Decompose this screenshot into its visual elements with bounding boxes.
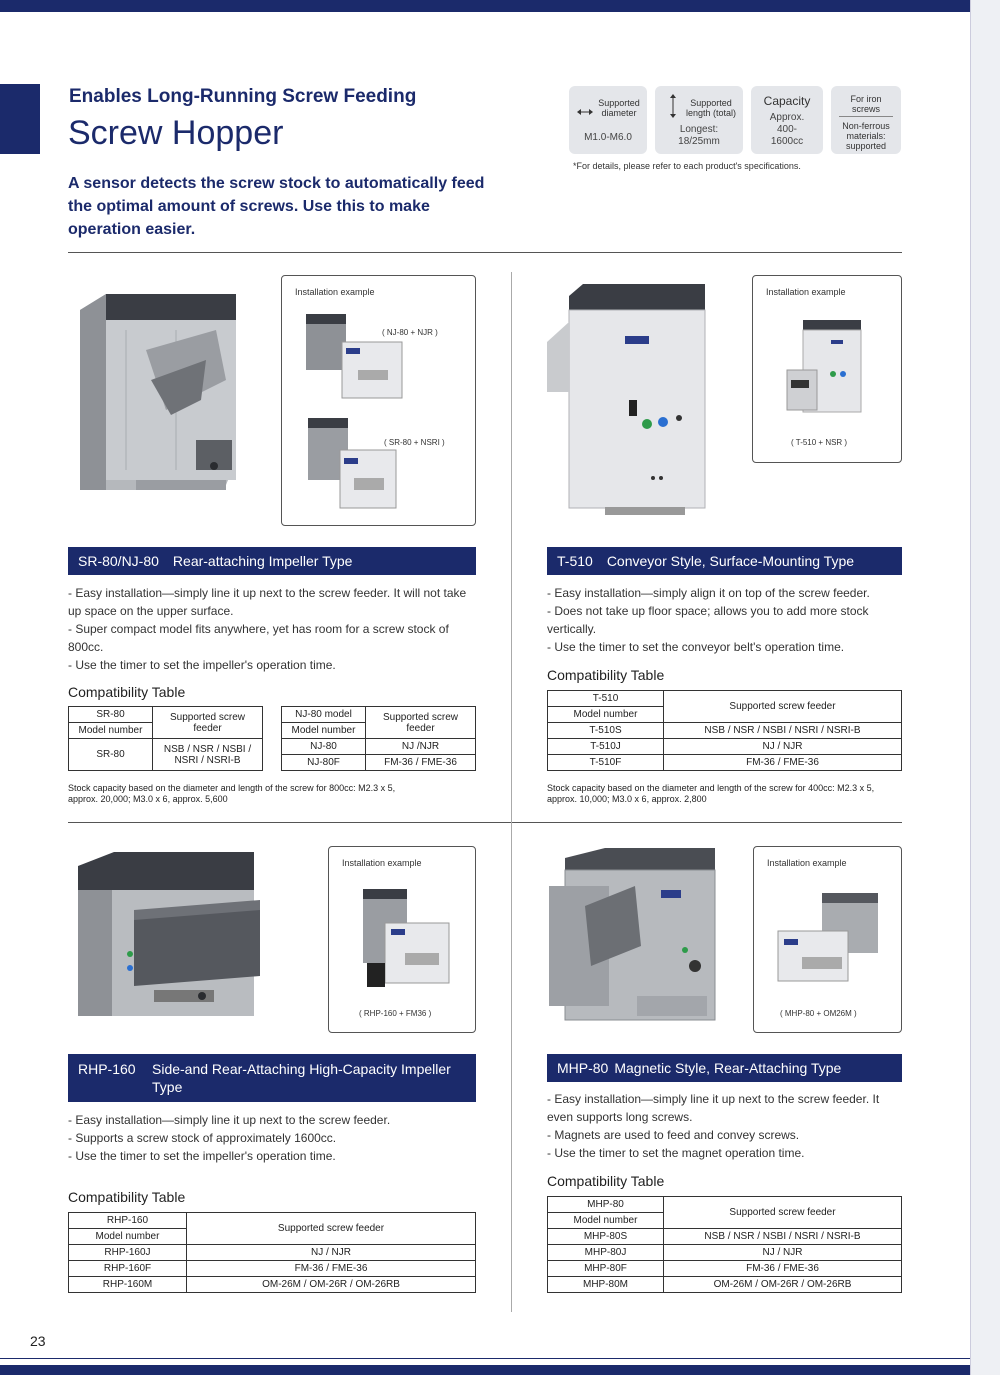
install-label: ( NJ-80 + NJR ) bbox=[382, 328, 438, 337]
rhp160-description bbox=[68, 1111, 478, 1165]
table-cell: OM-26M / OM-26R / OM-26RB bbox=[664, 1277, 902, 1293]
product-name: Magnetic Style, Rear-Attaching Type bbox=[614, 1060, 842, 1076]
sr80-install-example bbox=[281, 275, 476, 526]
mhp80-description bbox=[547, 1090, 904, 1162]
page-title: Screw Hopper bbox=[68, 114, 284, 152]
table-cell: MHP-80F bbox=[548, 1261, 664, 1277]
spec-material bbox=[831, 86, 901, 154]
product-model: T-510 bbox=[557, 553, 593, 569]
t510-stock-note: Stock capacity based on the diameter and length of the screw for 400cc: M2.3 x 5, approx. 10,000; M3.0 x 6, approx. 2,800 bbox=[547, 783, 875, 804]
mhp80-machine-image bbox=[545, 846, 725, 1031]
spec-note: *For details, please refer to each product's specifications. bbox=[573, 161, 801, 171]
table-cell: FM-36 / FME-36 bbox=[664, 1261, 902, 1277]
install-caption: Installation example bbox=[767, 858, 847, 868]
rhp160-heading bbox=[68, 1054, 476, 1102]
desc-line: - Super compact model fits anywhere, yet has room for a screw stock of 800cc. bbox=[68, 622, 449, 654]
sr80-machine-image bbox=[76, 290, 246, 505]
product-model: MHP-80 bbox=[557, 1060, 609, 1076]
table-cell: Model number bbox=[69, 1229, 187, 1245]
divider bbox=[68, 252, 902, 253]
table-cell: MHP-80J bbox=[548, 1245, 664, 1261]
desc-line: - Easy installation—simply line it up next to the screw feeder. It will not take up space on the upper surface. bbox=[68, 586, 467, 618]
sr80-heading bbox=[68, 547, 476, 575]
mhp80-install-image bbox=[774, 887, 884, 997]
table-cell: RHP-160 bbox=[69, 1213, 187, 1229]
table-cell: Model number bbox=[548, 707, 664, 723]
spec-label: Supported length (total) bbox=[685, 98, 737, 118]
length-arrow-icon bbox=[669, 94, 677, 118]
mhp80-heading bbox=[547, 1054, 902, 1082]
diameter-arrow-icon bbox=[577, 108, 593, 116]
t510-heading bbox=[547, 547, 902, 575]
spec-capacity bbox=[751, 86, 823, 154]
table-cell: MHP-80 bbox=[548, 1197, 664, 1213]
nj80-compat-table bbox=[281, 706, 476, 771]
desc-line: - Use the timer to set the conveyor belt's operation time. bbox=[547, 640, 845, 654]
table-cell: Model number bbox=[282, 723, 366, 739]
spec-label: Supported diameter bbox=[598, 98, 640, 118]
t510-compat-table bbox=[547, 690, 902, 771]
t510-description bbox=[547, 584, 904, 656]
install-label: ( MHP-80 + OM26M ) bbox=[780, 1009, 857, 1018]
spec-value: Non-ferrous materials: supported bbox=[842, 121, 890, 151]
t510-install-image bbox=[781, 316, 871, 426]
spec-diameter bbox=[569, 86, 647, 154]
table-cell: NJ-80 bbox=[282, 739, 366, 755]
bottom-rule bbox=[0, 1358, 970, 1359]
section-marker bbox=[0, 84, 40, 154]
install-caption: Installation example bbox=[766, 287, 846, 297]
table-cell: FM-36 / FME-36 bbox=[187, 1261, 476, 1277]
desc-line: - Magnets are used to feed and convey screws. bbox=[547, 1128, 800, 1142]
sr80-description bbox=[68, 584, 478, 674]
table-cell: FM-36 / FME-36 bbox=[366, 755, 476, 771]
table-cell: Model number bbox=[69, 723, 153, 739]
desc-line: - Supports a screw stock of approximately 1600cc. bbox=[68, 1131, 337, 1145]
table-cell: RHP-160F bbox=[69, 1261, 187, 1277]
rhp160-install-example bbox=[328, 846, 476, 1033]
table-cell: NJ / NJR bbox=[187, 1245, 476, 1261]
sr80-stock-note: Stock capacity based on the diameter and length of the screw for 800cc: M2.3 x 5, approx. 20,000; M3.0 x 6, approx. 5,600 bbox=[68, 783, 396, 804]
bottom-bar bbox=[0, 1365, 970, 1375]
table-cell: NJ-80F bbox=[282, 755, 366, 771]
divider bbox=[511, 272, 512, 1312]
table-cell: MHP-80M bbox=[548, 1277, 664, 1293]
desc-line: - Does not take up floor space; allows you to add more stock vertically. bbox=[547, 604, 869, 636]
mhp80-install-example bbox=[753, 846, 902, 1033]
table-cell: Supported screw feeder bbox=[153, 707, 263, 739]
table-cell: MHP-80S bbox=[548, 1229, 664, 1245]
table-cell: Supported screw feeder bbox=[187, 1213, 476, 1245]
table-cell: NSB / NSR / NSBI / NSRI / NSRI-B bbox=[664, 723, 902, 739]
spec-label: Capacity bbox=[763, 94, 811, 108]
product-name: Rear-attaching Impeller Type bbox=[172, 553, 353, 569]
nj80-install-image bbox=[302, 308, 412, 408]
table-cell: RHP-160M bbox=[69, 1277, 187, 1293]
table-cell: NSB / NSR / NSBI / NSRI / NSRI-B bbox=[153, 739, 263, 771]
table-cell: NJ-80 model bbox=[282, 707, 366, 723]
compat-title: Compatibility Table bbox=[68, 684, 186, 700]
compat-title: Compatibility Table bbox=[547, 667, 665, 683]
spec-label: For iron screws bbox=[850, 94, 882, 114]
product-model: RHP-160 bbox=[78, 1061, 136, 1077]
compat-title: Compatibility Table bbox=[547, 1173, 665, 1189]
compat-title: Compatibility Table bbox=[68, 1189, 186, 1205]
install-label: ( T-510 + NSR ) bbox=[791, 438, 848, 447]
table-cell: Model number bbox=[548, 1213, 664, 1229]
page-subtitle: Enables Long-Running Screw Feeding bbox=[69, 86, 417, 107]
top-bar bbox=[0, 0, 970, 12]
t510-machine-image bbox=[543, 282, 713, 517]
install-caption: Installation example bbox=[342, 858, 422, 868]
table-cell: T-510J bbox=[548, 739, 664, 755]
table-cell: NJ /NJR bbox=[366, 739, 476, 755]
desc-line: - Easy installation—simply line it up next to the screw feeder. It even supports long screws. bbox=[547, 1092, 880, 1124]
table-cell: SR-80 bbox=[69, 739, 153, 771]
table-cell: T-510 bbox=[548, 691, 664, 707]
table-cell: SR-80 bbox=[69, 707, 153, 723]
table-cell: FM-36 / FME-36 bbox=[664, 755, 902, 771]
rhp160-install-image bbox=[355, 883, 455, 993]
table-cell: T-510S bbox=[548, 723, 664, 739]
product-name: Side-and Rear-Attaching High-Capacity Impeller Type bbox=[152, 1061, 451, 1095]
table-cell: OM-26M / OM-26R / OM-26RB bbox=[187, 1277, 476, 1293]
spec-value: Approx. 400-1600cc bbox=[769, 112, 805, 147]
sr80-compat-table bbox=[68, 706, 263, 771]
t510-install-example bbox=[752, 275, 902, 463]
table-cell: NSB / NSR / NSBI / NSRI / NSRI-B bbox=[664, 1229, 902, 1245]
table-cell: RHP-160J bbox=[69, 1245, 187, 1261]
spec-value: M1.0-M6.0 bbox=[584, 132, 632, 143]
intro-text: A sensor detects the screw stock to automatically feed the optimal amount of screws. Use this to make operation easier. bbox=[68, 175, 485, 238]
install-label: ( RHP-160 + FM36 ) bbox=[359, 1009, 432, 1018]
rhp160-machine-image bbox=[74, 850, 269, 1030]
table-cell: Supported screw feeder bbox=[664, 1197, 902, 1229]
desc-line: - Use the timer to set the impeller's operation time. bbox=[68, 658, 336, 672]
divider bbox=[68, 822, 902, 823]
sr80-install-image bbox=[306, 414, 406, 514]
spec-value: Longest: 18/25mm bbox=[678, 124, 720, 147]
desc-line: - Use the timer to set the impeller's operation time. bbox=[68, 1149, 336, 1163]
desc-line: - Easy installation—simply line it up next to the screw feeder. bbox=[68, 1113, 391, 1127]
table-cell: Supported screw feeder bbox=[366, 707, 476, 739]
install-caption: Installation example bbox=[295, 287, 375, 297]
spec-length bbox=[655, 86, 743, 154]
page-edge bbox=[970, 0, 1000, 1375]
desc-line: - Easy installation—simply align it on top of the screw feeder. bbox=[547, 586, 870, 600]
product-model: SR-80/NJ-80 bbox=[78, 553, 159, 569]
table-cell: Supported screw feeder bbox=[664, 691, 902, 723]
page-number: 23 bbox=[30, 1333, 46, 1349]
mhp80-compat-table bbox=[547, 1196, 902, 1293]
rhp160-compat-table bbox=[68, 1212, 476, 1293]
product-name: Conveyor Style, Surface-Mounting Type bbox=[606, 553, 855, 569]
desc-line: - Use the timer to set the magnet operation time. bbox=[547, 1146, 805, 1160]
table-cell: T-510F bbox=[548, 755, 664, 771]
table-cell: NJ / NJR bbox=[664, 739, 902, 755]
install-label: ( SR-80 + NSRI ) bbox=[384, 438, 445, 447]
table-cell: NJ / NJR bbox=[664, 1245, 902, 1261]
